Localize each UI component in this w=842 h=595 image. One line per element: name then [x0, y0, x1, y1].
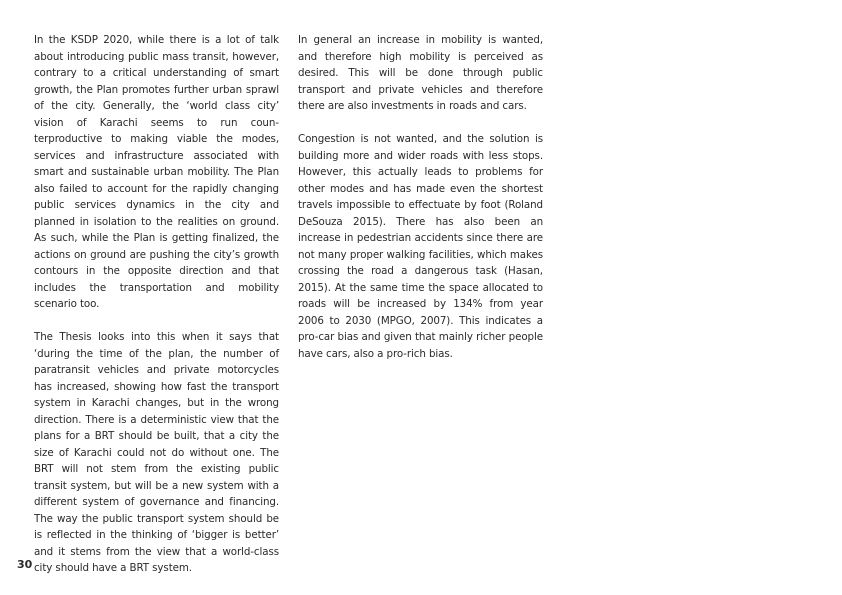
paragraph-thesis: The Thesis looks into this when it says that ‘during the time of the plan, the number of paratransit vehicles and private motorcycles has increased, showing how fast the transport system in Karachi changes, but in the wrong direction. There is a deterministic view that the plans for a BRT should be built, that a city the size of Karachi could not do without one. The BRT will not stem from the existing public transit system, but will be a new system with a different system of governance and financing. The way the public transport system should be is reflected in the thinking of ‘bigger is better’ and it stems from the view that a world-class city should have a BRT system. [34, 331, 279, 574]
right-text-column [298, 32, 543, 379]
left-text-column [34, 32, 279, 593]
paragraph-ksdp-2020: In the KSDP 2020, while there is a lot of talk about introducing public mass transit, however, contrary to a critical understanding of smart growth, the Plan promotes further urban sprawl of the city. Generally, the ‘world class city’ vision of Karachi seems to run counterproductive to making viable the modes, services and infrastructure associated with smart and sustainable urban mobility. The Plan also failed to account for the rapidly changing public services dynamics in the city and planned in isolation to the realities on ground. As such, while the Plan is getting finalized, the actions on ground are pushing the city’s growth contours in the opposite direction and that includes the transportation and mobility scenario too. [34, 34, 279, 310]
paragraph-congestion: Congestion is not wanted, and the solution is building more and wider roads with less stops. However, this actually leads to problems for other modes and has made even the shortest travels impossible to effectuate by foot (Roland DeSouza 2015). There has also been an increase in pedestrian accidents since there are not many proper walking facilities, which makes crossing the road a dangerous task (Hasan, 2015). At the same time the space allocated to roads will be increased by 134% from year 2006 to 2030 (MPGO, 2007). This indicates a pro-car bias and given that mainly richer people have cars, also a pro-rich bias. [298, 133, 543, 360]
page-number: 30 [17, 558, 33, 571]
paragraph-mobility: In general an increase in mobility is wanted, and therefore high mobility is perceived as desired. This will be done through public transport and private vehicles and therefore there are also investments in roads and cars. [298, 34, 543, 112]
